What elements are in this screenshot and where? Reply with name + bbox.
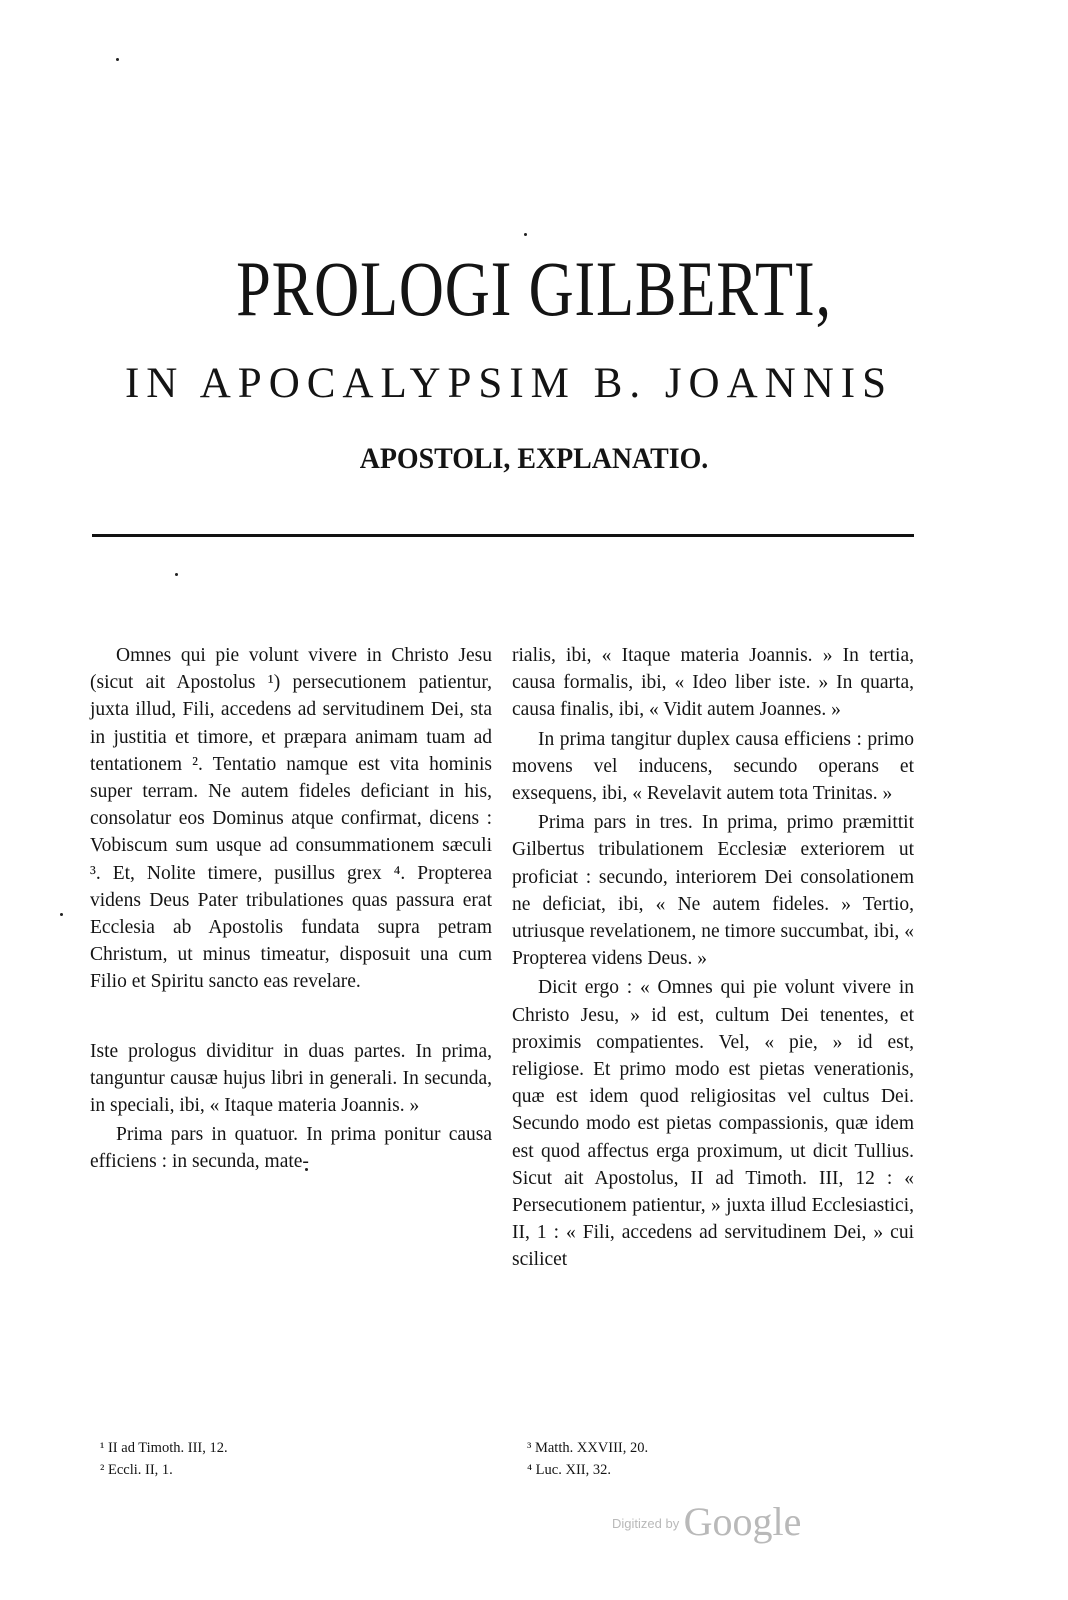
paragraph: Prima pars in quatuor. In prima ponitur causa efficiens : in secunda, mate- — [90, 1124, 492, 1173]
text-column-right — [512, 642, 914, 1274]
watermark-brand: Google — [683, 1499, 802, 1544]
paragraph: Prima pars in tres. In prima, primo præmittit Gilbertus tribulationem Ecclesiæ exteriorem ut proficiat : secundo, interiorem Dei consolationem ne deficiat, ibi, « Ne autem fideles. » Tertio, utriusque revelationem, ne timore succumbat, ibi, « Propterea videns Deus. » — [512, 812, 914, 970]
page-title: PROLOGI GILBERTI, — [236, 245, 832, 332]
footnotes-right — [527, 1437, 648, 1481]
page-subtitle: IN APOCALYPSIM B. JOANNIS — [124, 360, 893, 407]
paragraph: Iste prologus dividitur in duas partes. In prima, tanguntur causæ hujus libri in generali. In secunda, in speciali, ibi, « Itaque materia Joannis. » — [90, 1040, 492, 1117]
footnote: ⁴ Luc. XII, 32. — [527, 1462, 611, 1478]
text-column-left — [90, 642, 492, 1176]
title-rule — [92, 534, 914, 537]
paragraph: rialis, ibi, « Itaque materia Joannis. » In tertia, causa formalis, ibi, « Ideo liber iste. » In quarta, causa finalis, ibi, « Vidit autem Joannes. » — [512, 645, 914, 721]
footnote: ² Eccli. II, 1. — [100, 1462, 173, 1478]
footnote: ¹ II ad Timoth. III, 12. — [100, 1440, 228, 1456]
footnotes-left — [100, 1437, 228, 1481]
digitized-watermark — [612, 1498, 801, 1545]
footnote: ³ Matth. XXVIII, 20. — [527, 1440, 649, 1456]
speck-mark — [175, 573, 178, 576]
watermark-prefix: Digitized by — [612, 1516, 680, 1531]
speck-mark — [116, 58, 119, 61]
paragraph: In prima tangitur duplex causa efficiens : primo movens vel inducens, secundo operans et exsequens, ibi, « Revelavit autem tota Trinitas. » — [512, 728, 914, 805]
speck-mark — [524, 233, 527, 236]
speck-mark — [60, 913, 63, 916]
paragraph: Omnes qui pie volunt vivere in Christo Jesu (sicut ait Apostolus ¹) persecutionem patientur, juxta illud, Fili, accedens ad servitudinem Dei, sta in justitia et timore, et præpara animam tuam ad tentationem ². Tentatio namque est vita hominis super terram. Ne autem fideles deficiant in his, consolatur eos Dominus atque confirmat, dicens : Vobiscum sum usque ad consummationem sæculi ³. Et, Nolite timere, pusillus grex ⁴. Propterea videns Deus Pater tribulationes quas passura erat Ecclesia ab Apostolis fundata supra petram Christum, ut minus timeatur, disposuit una cum Filio et Spiritu sancto eas revelare. — [90, 645, 492, 993]
paragraph: Dicit ergo : « Omnes qui pie volunt vivere in Christo Jesu, » id est, cultum Dei tenentes, et proximis compatientes. Vel, « pie, » id est, religiose. Et primo modo est pietas venerationis, quæ est idem quod religiositas vel cultus Dei. Secundo modo est pietas compassionis, quæ idem est quod affectus erga proximum, ut dicit Tullius. Sicut ait Apostolus, II ad Timoth. III, 12 : « Persecutionem patientur, » juxta illud Ecclesiastici, II, 1 : « Fili, accedens ad servitudinem Dei, » cui scilicet — [512, 977, 914, 1271]
page-subtitle-secondary: APOSTOLI, EXPLANATIO. — [359, 442, 709, 475]
